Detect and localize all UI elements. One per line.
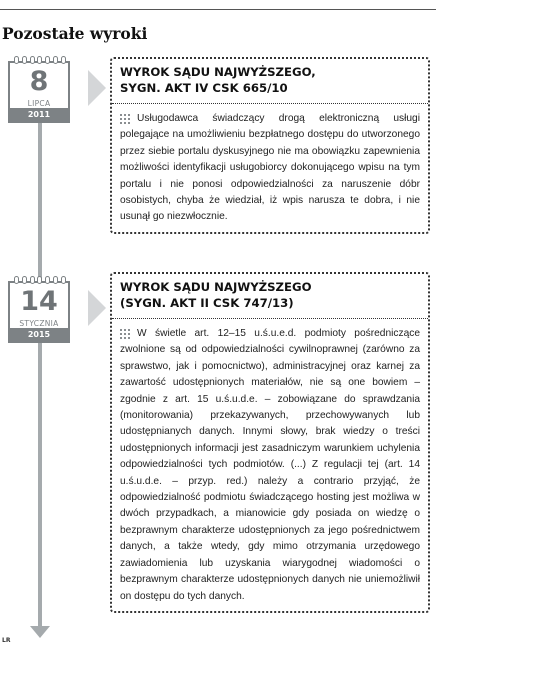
timeline-arrow-icon	[30, 626, 50, 638]
section-title: Pozostałe wyroki	[2, 24, 148, 43]
calendar-icon	[8, 61, 70, 123]
ruling-title-line: (SYGN. AKT II CSK 747/13)	[120, 296, 294, 310]
ruling-title	[112, 59, 428, 104]
grid-icon	[120, 114, 131, 125]
grid-icon	[120, 329, 131, 340]
timeline-line	[38, 120, 42, 628]
calendar-rings	[14, 276, 66, 284]
calendar-year: 2015	[10, 328, 68, 341]
footer-mark: LR	[2, 637, 11, 644]
calendar-year: 2011	[10, 108, 68, 121]
calendar-day: 8	[29, 66, 49, 97]
ruling-text: Usługodawca świadczący drogą elektroniczną usługi polegające na umożliwieniu bezpłatnego dostępu do utworzonego przez siebie portalu dyskusyjnego nie ma obowiązku zapewnienia możliwości identyfikacji usługobiorcy dokonującego wpisu na tym portalu i nie ponosi odpowiedzialności za naruszenie dóbr osobistych, chyba że wiedział, iż wpis narusza te dobra, i nie usunął go niezwłocznie.	[120, 113, 420, 223]
calendar-rings	[14, 56, 66, 64]
ruling-title-line: WYROK SĄDU NAJWYŻSZEGO	[120, 280, 312, 294]
ruling-title	[112, 274, 428, 319]
ruling-card	[110, 272, 430, 613]
top-rule	[0, 9, 436, 10]
ruling-text-block	[112, 104, 428, 232]
pointer-arrow-icon	[88, 290, 106, 326]
calendar-day: 14	[20, 286, 58, 317]
ruling-card	[110, 57, 430, 234]
ruling-text-block	[112, 319, 428, 611]
ruling-title-line: WYROK SĄDU NAJWYŻSZEGO,	[120, 65, 316, 79]
calendar-month: LIPCA	[27, 99, 51, 108]
pointer-arrow-icon	[88, 70, 106, 106]
calendar-icon	[8, 281, 70, 343]
ruling-text: W świetle art. 12–15 u.ś.u.e.d. podmioty pośredniczące zwolnione są od odpowiedzialności cywilnoprawnej (zarówno za sprawstwo, jak i pomocnictwo), administracyjnej oraz karnej za zawartość udostępnionych materiałów, nie są one bowiem – zgodnie z art. 15 u.ś.u.d.e. – zobowiązane do sprawdzania (monitorowania) przekazywanych, przechowywanych lub udostępnianych danych. Innymi słowy, brak wiedzy o treści udostępnionych informacji jest zasadniczym warunkiem uchylenia odpowiedzialności tych podmiotów. (...) Z regulacji tej (art. 14 u.ś.u.d.e. – przyp. red.) należy a contrario przyjąć, że odpowiedzialność podmiotu świadczącego hosting jest możliwa w dwóch przypadkach, a mianowicie gdy posiada on wiedzę o bezprawnym charakterze udostępnionych za jego pośrednictwem danych, a także wtedy, gdy mimo otrzymania urzędowego zawiadomienia lub uzyskania wiarygodnej wiadomości o bezprawnym charakterze udostępnionych danych nie uniemożliwił on dostępu do tych danych.	[120, 328, 420, 602]
ruling-title-line: SYGN. AKT IV CSK 665/10	[120, 81, 288, 95]
calendar-month: STYCZNIA	[19, 319, 59, 328]
